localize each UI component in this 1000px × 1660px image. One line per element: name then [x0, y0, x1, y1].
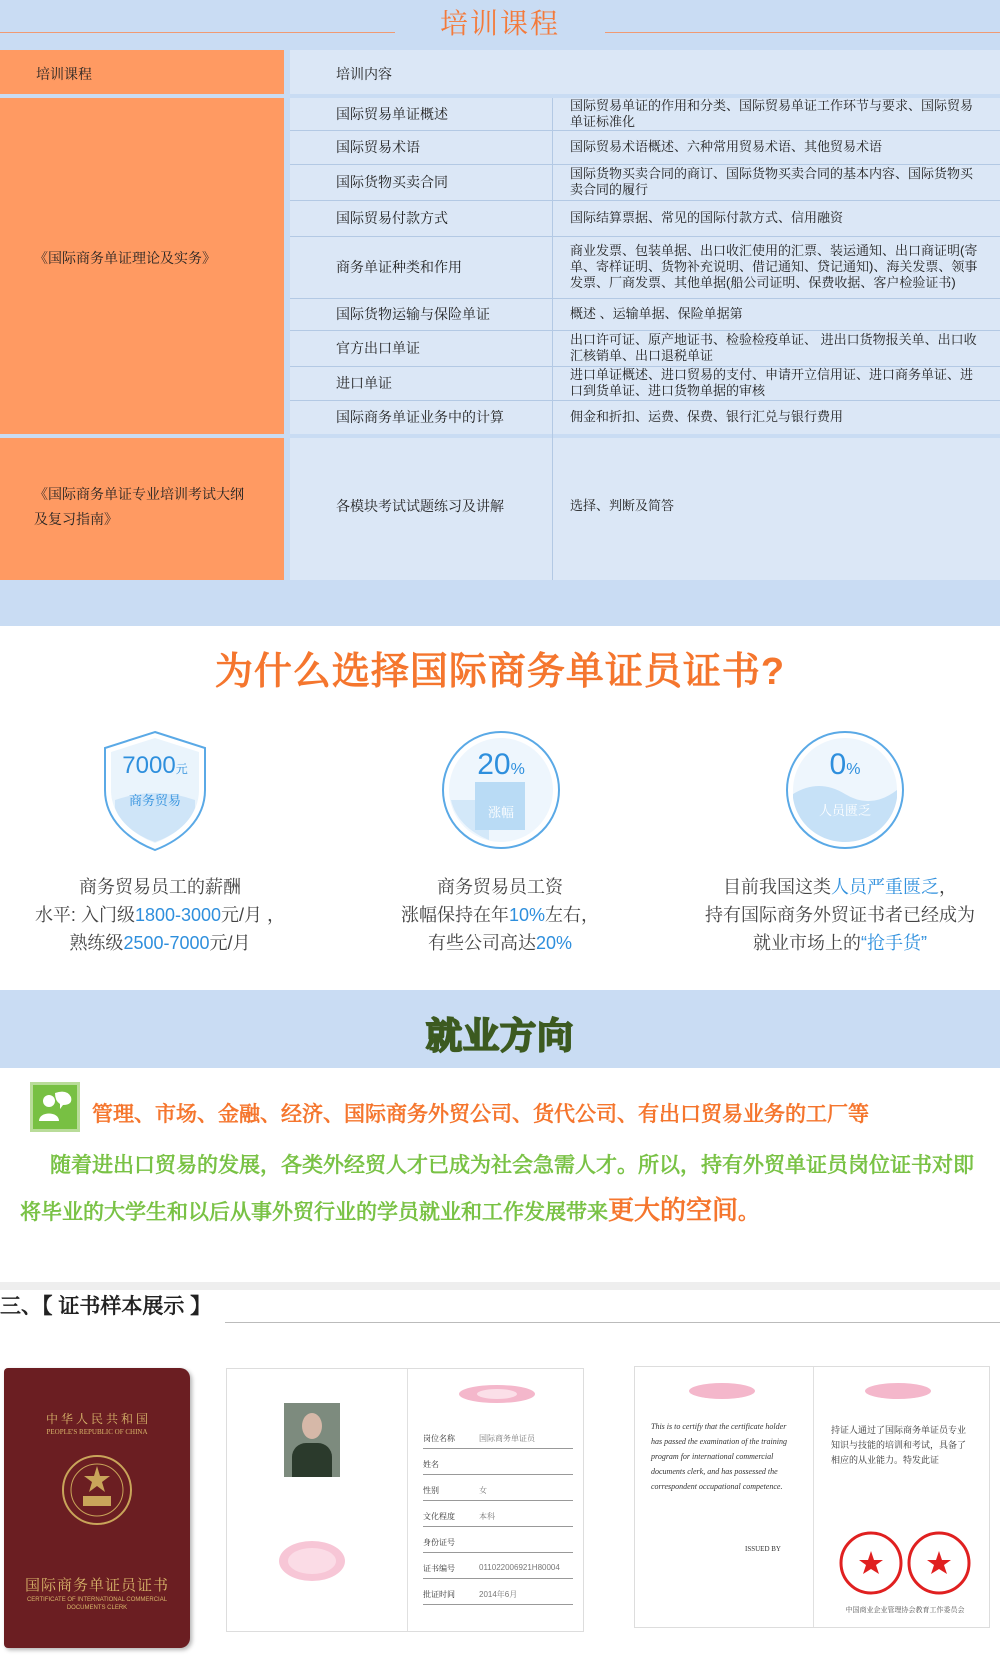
cert-cover-subtitle: CERTIFICATE OF INTERNATIONAL COMMERCIAL DOCUMENTS CLERK — [26, 1597, 168, 1611]
cert-form-row — [423, 1553, 573, 1579]
stat-growth-label: 涨幅 — [487, 805, 514, 820]
course-row-name: 商务单证种类和作用 — [336, 259, 462, 275]
cert-form-row — [423, 1423, 573, 1449]
cert-form-value: 2014年6月 — [479, 1590, 518, 1599]
stat-salary-line3 — [0, 929, 320, 957]
stat-growth-line3-a: 有些公司高达 — [427, 933, 536, 953]
stat-growth-line3 — [340, 929, 660, 957]
cert-form-value: 国际商务单证员 — [479, 1434, 535, 1443]
course-row-desc: 国际结算票据、常见的国际付款方式、信用融资 — [570, 210, 844, 225]
cert-form-value: 011022006921H80004 — [479, 1563, 560, 1572]
cert-form-value: 本科 — [479, 1512, 495, 1521]
cert-form-label: 文化程度 — [423, 1512, 455, 1521]
cert-form-row — [423, 1475, 573, 1501]
red-seal-icon — [831, 1527, 981, 1597]
stat-growth-rate: 10% — [508, 905, 546, 925]
stat-salary-skilled-range: 2500-7000 — [123, 933, 210, 953]
emblem-icon — [57, 1450, 137, 1530]
cert-form-row — [423, 1449, 573, 1475]
course-row-desc: 概述 、运输单据、保险单据第 — [570, 306, 743, 321]
stat-salary-line2 — [0, 901, 320, 929]
cert-cover-title: 国际商务单证员证书 — [24, 1578, 169, 1594]
cert-form-label: 身份证号 — [423, 1538, 455, 1547]
cert-cover-image — [4, 1368, 190, 1648]
employment-paragraph-end: 。 — [738, 1201, 760, 1224]
cert-cover-country: 中 华 人 民 共 和 国 — [45, 1412, 148, 1426]
people-icon — [30, 1082, 80, 1132]
stat-growth-line2-a: 涨幅保持在年 — [400, 905, 509, 925]
stat-growth-line2-c: 左右， — [545, 905, 600, 925]
stat-growth — [439, 728, 563, 852]
course-row-desc: 商业发票、包装单据、出口收汇使用的汇票、装运通知、出口商证明(寄单、寄样证明、货物补充说明、借记通知、贷记通知)、海关发票、领事发票、厂商发票、其他单据(船公司证明、保费收据、客户检验证书) — [570, 243, 978, 290]
wave-circle-icon — [783, 728, 907, 852]
course-group-exam-label-1: 《国际商务单证专业培训考试大纲 — [34, 486, 244, 502]
stat-growth-line1: 商务贸易员工资 — [437, 877, 563, 897]
course-row-desc: 进口单证概述、进口贸易的支付、申请开立信用证、进口商务单证、进口到货单证、进口货物单据的审核 — [570, 367, 974, 398]
stat-growth-unit: % — [510, 761, 525, 778]
course-row-desc: 国际货物买卖合同的商订、国际货物买卖合同的基本内容、国际货物买卖合同的履行 — [570, 166, 974, 197]
stat-shortage-hot-goods: “抢手货” — [861, 933, 927, 953]
stat-shortage-value: 0 — [829, 748, 847, 781]
course-group-theory — [0, 98, 284, 434]
header-col-course — [0, 50, 284, 94]
stat-growth-value: 20 — [477, 748, 511, 781]
cert-form-fields — [423, 1423, 573, 1605]
ornament-icon — [457, 1383, 537, 1405]
cert-page-fold — [407, 1369, 408, 1631]
stat-salary-unit: 元 — [175, 762, 188, 776]
stat-shortage-line1-a: 目前我国这类 — [723, 877, 831, 897]
course-group-exam-label-2: 及复习指南》 — [34, 511, 118, 527]
course-row-name: 国际贸易付款方式 — [336, 210, 448, 226]
course-row-desc: 国际贸易单证的作用和分类、国际贸易单证工作环节与要求、国际贸易单证标准化 — [570, 98, 974, 129]
ornament-right-icon — [863, 1381, 933, 1401]
id-photo — [284, 1403, 340, 1477]
stat-shortage-highlight: 人员严重匮乏 — [831, 877, 939, 897]
stat-salary-line3-a: 熟练级 — [69, 933, 124, 953]
course-row-name: 国际货物运输与保险单证 — [336, 306, 490, 322]
course-row-desc: 出口许可证、原产地证书、检验检疫单证、 进出口货物报关单、出口收汇核销单、出口退税单证 — [570, 332, 977, 363]
course-row-name: 官方出口单证 — [336, 340, 420, 356]
course-row-name: 各模块考试试题练习及讲解 — [336, 498, 504, 514]
cert-form-label: 性别 — [423, 1486, 439, 1495]
cert-cn-text: 持证人通过了国际商务单证员专业知识与技能的培训和考试，具备了相应的从业能力。特发此证 — [831, 1425, 967, 1465]
header-col-content — [290, 50, 1000, 94]
stat-shortage-line1 — [680, 873, 1000, 901]
stat-shortage-line1-c: ， — [939, 877, 957, 897]
stat-shortage-label: 人员匮乏 — [818, 803, 871, 818]
seal-pattern-icon — [277, 1539, 347, 1583]
stat-growth-line2 — [340, 901, 660, 929]
course-group-exam — [0, 438, 284, 580]
why-title: 为什么选择国际商务单证员证书? — [214, 651, 786, 693]
cert-cover-country-en: PEOPLE'S REPUBLIC OF CHINA — [46, 1428, 148, 1436]
stat-shortage — [783, 728, 907, 852]
cert-cn-footer: 中国商业企业管理协会教育工作委员会 — [845, 1607, 965, 1614]
cert-form-label: 姓名 — [423, 1460, 439, 1469]
cert-form-label: 批证时间 — [423, 1590, 455, 1599]
employment-fields: 管理、市场、金融、经济、国际商务外贸公司、货代公司、有出口贸易业务的工厂等 — [92, 1103, 869, 1126]
cert-en-text: This is to certify that the certificate holder has passed the examination of the training program for international commercial documents clerk, and has possessed the correspondent occupational competence. — [651, 1422, 787, 1491]
cert-form-label: 岗位名称 — [423, 1434, 455, 1443]
course-row-name: 国际货物买卖合同 — [336, 174, 448, 190]
cert-issued-by: ISSUED BY — [745, 1545, 781, 1553]
course-title: 培训课程 — [395, 2, 605, 46]
course-row-desc: 佣金和折扣、运费、保费、银行汇兑与银行费用 — [570, 409, 844, 424]
stat-shortage-line3 — [680, 929, 1000, 957]
stat-shortage-unit: % — [846, 761, 861, 778]
stat-salary-line1: 商务贸易员工的薪酬 — [79, 877, 241, 897]
stat-shortage-line2: 持有国际商务外贸证书者已经成为 — [705, 905, 975, 925]
cert-form-label: 证书编号 — [423, 1564, 455, 1573]
stat-salary-line2-c: 元/月 ， — [221, 905, 286, 925]
column-divider-2 — [552, 438, 553, 580]
header-col-course-label: 培训课程 — [36, 66, 92, 82]
cert-info-image — [226, 1368, 584, 1632]
ornament-left-icon — [687, 1381, 757, 1401]
stat-growth-text — [340, 873, 660, 957]
stat-salary — [93, 728, 217, 852]
cert-form-row — [423, 1501, 573, 1527]
course-row-name: 国际商务单证业务中的计算 — [336, 409, 504, 425]
employment-paragraph-text: 随着进出口贸易的发展，各类外经贸人才已成为社会急需人才。所以，持有外贸单证员岗位证书对即将毕业的大学生和以后从事外贸行业的学员就业和工作发展带来 — [20, 1154, 974, 1224]
course-row-name: 国际贸易单证概述 — [336, 106, 448, 122]
course-row-name: 进口单证 — [336, 375, 392, 391]
course-section — [0, 0, 1000, 626]
cert-header-divider — [225, 1322, 1000, 1323]
header-col-content-label: 培训内容 — [336, 66, 392, 82]
employment-big-space: 更大的空间 — [608, 1195, 739, 1225]
cert-form-row — [423, 1527, 573, 1553]
stat-salary-text — [0, 873, 320, 957]
stat-shortage-line3-a: 就业市场上的 — [753, 933, 861, 953]
cert-text-fold — [813, 1367, 814, 1627]
course-group-theory-label: 《国际商务单证理论及实务》 — [34, 250, 216, 266]
cert-top-strip — [0, 1282, 1000, 1290]
growth-circle-icon — [439, 728, 563, 852]
course-row-desc: 选择、判断及简答 — [570, 498, 675, 513]
employment-title: 就业方向 — [425, 1015, 574, 1056]
cert-form-value: 女 — [479, 1486, 487, 1495]
cert-header: 三、【 证书样本展示 】 — [0, 1295, 212, 1318]
cert-form-row — [423, 1579, 573, 1605]
stat-growth-max-rate: 20% — [535, 933, 573, 953]
stat-salary-line2-a: 水平: 入门级 — [34, 905, 135, 925]
stat-salary-entry-range: 1800-3000 — [134, 905, 222, 925]
stat-salary-label: 商务贸易 — [128, 793, 181, 808]
cert-text-image — [634, 1366, 990, 1628]
stat-shortage-text — [680, 873, 1000, 957]
course-row-name: 国际贸易术语 — [336, 139, 420, 155]
stat-salary-value: 7000 — [122, 752, 176, 779]
stat-salary-line3-c: 元/月 — [209, 933, 251, 953]
course-row-desc: 国际贸易术语概述、六种常用贸易术语、其他贸易术语 — [570, 139, 883, 154]
employment-paragraph — [20, 1144, 980, 1235]
